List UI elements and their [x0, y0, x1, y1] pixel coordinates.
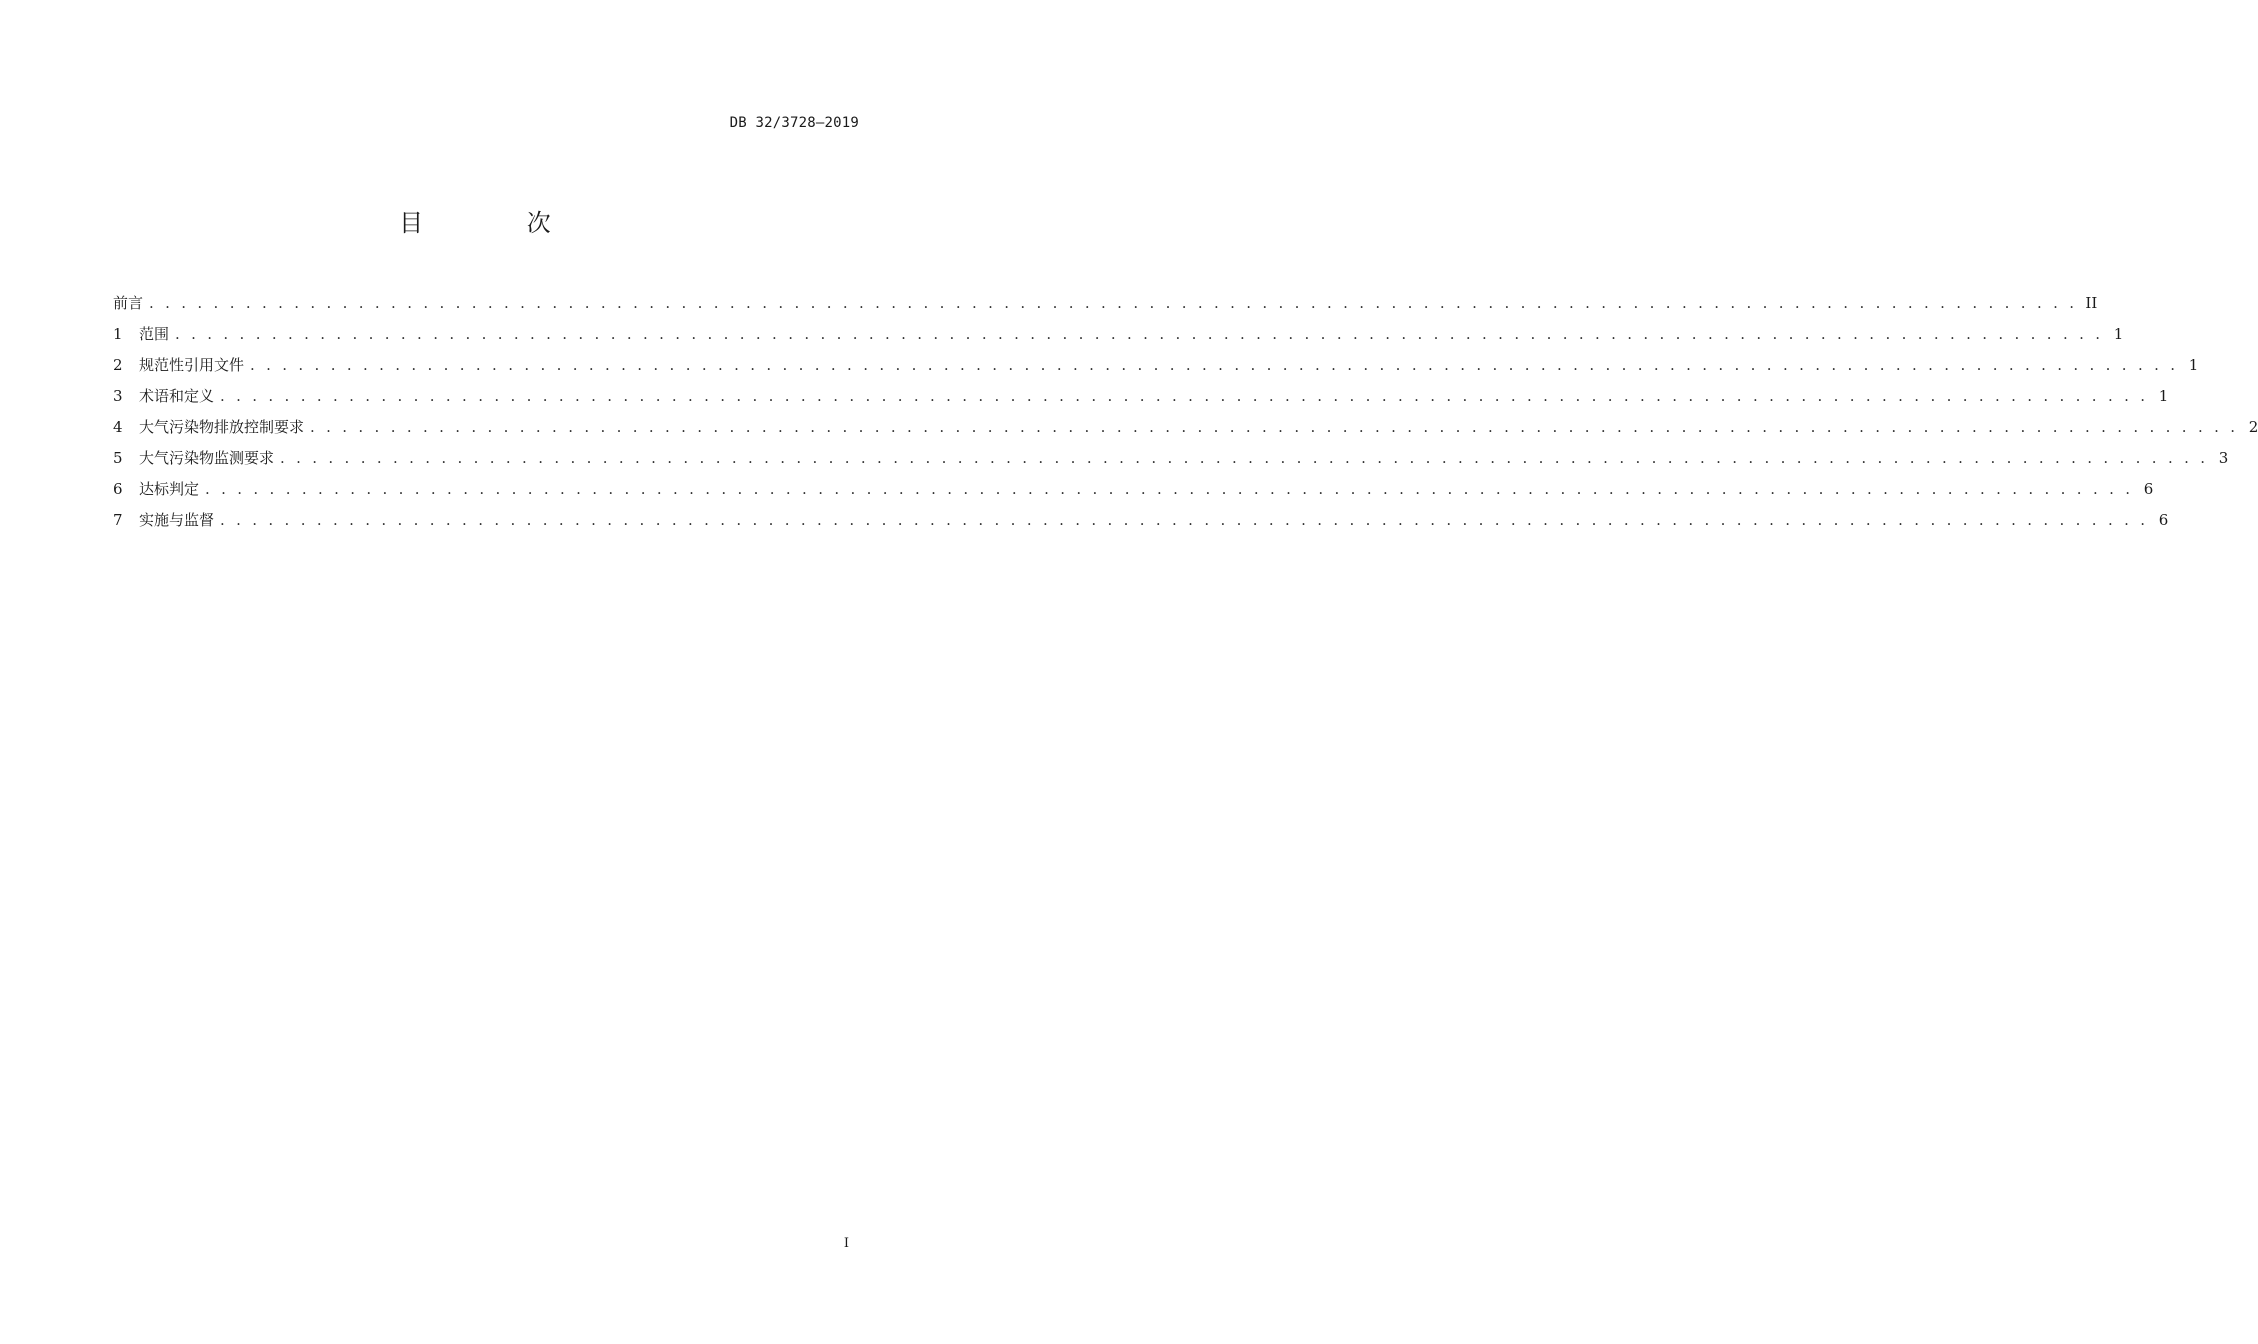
toc-entry-title: 规范性引用文件: [139, 356, 245, 374]
toc-entry-page: II: [2085, 294, 2098, 312]
toc-entry[interactable]: [113, 447, 2229, 478]
toc-leader-dots: . . . . . . . . . . . . . . . . . . . . . . . . . . . . . . . . . . . . . . . . . . . . . . . . . . . . . . . . . . . . . . . . . . . . . . . . . . . . . . . . . . . . . . . . . . . . . . . . . . . . . . . . . . . . . . . . . . . . . . . .: [250, 356, 2179, 374]
table-of-contents: [113, 292, 2258, 540]
toc-entry[interactable]: [113, 385, 2169, 416]
toc-entry-page: 6: [2158, 511, 2169, 529]
toc-entry-page: 2: [2248, 418, 2258, 436]
toc-entry[interactable]: [113, 478, 2154, 509]
document-code: DB 32/3728—2019: [729, 115, 859, 131]
toc-entry-title: 术语和定义: [139, 387, 215, 405]
toc-entry-title: 范围: [139, 325, 170, 343]
toc-leader-dots: . . . . . . . . . . . . . . . . . . . . . . . . . . . . . . . . . . . . . . . . . . . . . . . . . . . . . . . . . . . . . . . . . . . . . . . . . . . . . . . . . . . . . . . . . . . . . . . . . . . . . . . . . . . . . . . . . . . . . . . .: [205, 480, 2134, 498]
toc-entry-title: 实施与监督: [139, 511, 215, 529]
toc-entry-page: 1: [2113, 325, 2124, 343]
toc-leader-dots: . . . . . . . . . . . . . . . . . . . . . . . . . . . . . . . . . . . . . . . . . . . . . . . . . . . . . . . . . . . . . . . . . . . . . . . . . . . . . . . . . . . . . . . . . . . . . . . . . . . . . . . . . . . . . . . . . . . . . . . .: [280, 449, 2209, 467]
toc-entry-number: 3: [113, 387, 123, 405]
toc-entry-page: 3: [2218, 449, 2229, 467]
toc-entry[interactable]: [113, 416, 2258, 447]
toc-entry-page: 1: [2158, 387, 2169, 405]
toc-entry[interactable]: [113, 323, 2124, 354]
toc-leader-dots: . . . . . . . . . . . . . . . . . . . . . . . . . . . . . . . . . . . . . . . . . . . . . . . . . . . . . . . . . . . . . . . . . . . . . . . . . . . . . . . . . . . . . . . . . . . . . . . . . . . . . . . . . . . . . . . . . . . . . . . .: [175, 325, 2104, 343]
toc-entry-title: 达标判定: [139, 480, 200, 498]
toc-entry-page: 1: [2188, 356, 2199, 374]
toc-entry-title: 前言: [113, 294, 144, 312]
toc-entry-number: 5: [113, 449, 123, 467]
toc-entry-number: 2: [113, 356, 123, 374]
toc-leader-dots: . . . . . . . . . . . . . . . . . . . . . . . . . . . . . . . . . . . . . . . . . . . . . . . . . . . . . . . . . . . . . . . . . . . . . . . . . . . . . . . . . . . . . . . . . . . . . . . . . . . . . . . . . . . . . . . . . . . . . . . .: [149, 294, 2078, 312]
page-title: 目 次: [399, 209, 599, 237]
toc-leader-dots: . . . . . . . . . . . . . . . . . . . . . . . . . . . . . . . . . . . . . . . . . . . . . . . . . . . . . . . . . . . . . . . . . . . . . . . . . . . . . . . . . . . . . . . . . . . . . . . . . . . . . . . . . . . . . . . . . . . . . . . .: [220, 511, 2149, 529]
toc-leader-dots: . . . . . . . . . . . . . . . . . . . . . . . . . . . . . . . . . . . . . . . . . . . . . . . . . . . . . . . . . . . . . . . . . . . . . . . . . . . . . . . . . . . . . . . . . . . . . . . . . . . . . . . . . . . . . . . . . . . . . . . .: [310, 418, 2239, 436]
toc-entry[interactable]: [113, 354, 2199, 385]
toc-leader-dots: . . . . . . . . . . . . . . . . . . . . . . . . . . . . . . . . . . . . . . . . . . . . . . . . . . . . . . . . . . . . . . . . . . . . . . . . . . . . . . . . . . . . . . . . . . . . . . . . . . . . . . . . . . . . . . . . . . . . . . . .: [220, 387, 2149, 405]
toc-entry[interactable]: [113, 292, 2098, 323]
page-number: I: [843, 1236, 849, 1251]
toc-entry-number: 7: [113, 511, 123, 529]
toc-entry[interactable]: [113, 509, 2169, 540]
toc-entry-number: 4: [113, 418, 123, 436]
toc-entry-page: 6: [2143, 480, 2154, 498]
toc-entry-number: 1: [113, 325, 123, 343]
toc-entry-number: 6: [113, 480, 123, 498]
toc-entry-title: 大气污染物监测要求: [139, 449, 275, 467]
toc-entry-title: 大气污染物排放控制要求: [139, 418, 305, 436]
